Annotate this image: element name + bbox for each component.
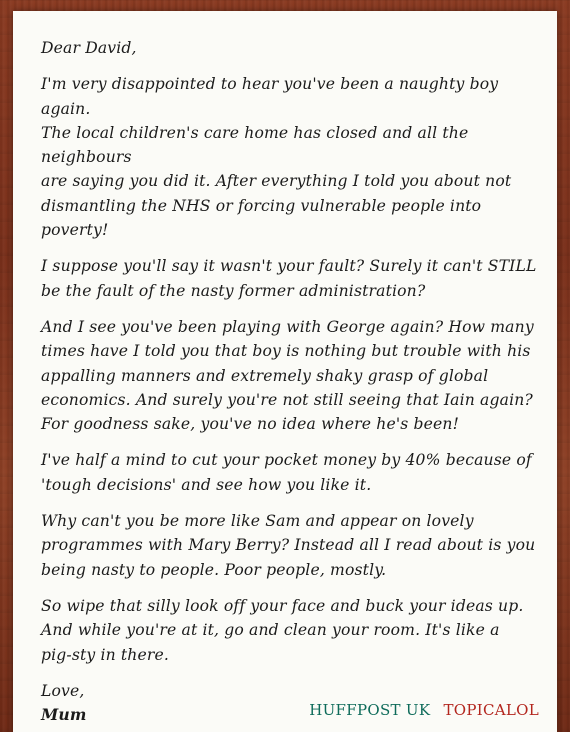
huffpost-brand: HUFFPOST <box>309 701 401 719</box>
letter-paragraph-2: I suppose you'll say it wasn't your fault? Surely it can't STILL be the fault of the nasty former administration? <box>41 257 537 300</box>
letter-signature: Mum <box>41 705 87 725</box>
letter-paragraph-5: Why can't you be more like Sam and appear on lovely programmes with Mary Berry? Instead all I read about is you being nasty to people. Poor people, mostly. <box>41 512 536 579</box>
letter-body <box>41 36 547 727</box>
letter-paragraph-6: So wipe that silly look off your face and buck your ideas up. And while you're at it, go and clean your room. It's like a pig-sty in there. <box>41 596 524 664</box>
letter-salutation: Dear David, <box>41 39 137 57</box>
letter-paper <box>13 11 557 732</box>
letter-paragraph-1: I'm very disappointed to hear you've been a naughty boy again. The local children's care home has closed and all the neighbours are saying you did it. After everything I told you about not dismantling the NHS or forcing vulnerable people into poverty! <box>41 75 512 240</box>
huffpost-topicalol-logo <box>309 701 539 719</box>
huffpost-edition: UK <box>405 701 431 719</box>
topicalol-section: TOPICALOL <box>443 701 539 719</box>
letter-paragraph-3: And I see you've been playing with George again? How many times have I told you that boy is nothing but trouble with his appalling manners and extremely shaky grasp of global economics. And surely you're not still seeing that Iain again? For goodness sake, you've no idea where he's been! <box>41 317 534 434</box>
letter-closing: Love, <box>41 681 85 700</box>
letter-paragraph-4: I've half a mind to cut your pocket money by 40% because of 'tough decisions' and see how you like it. <box>41 451 532 494</box>
